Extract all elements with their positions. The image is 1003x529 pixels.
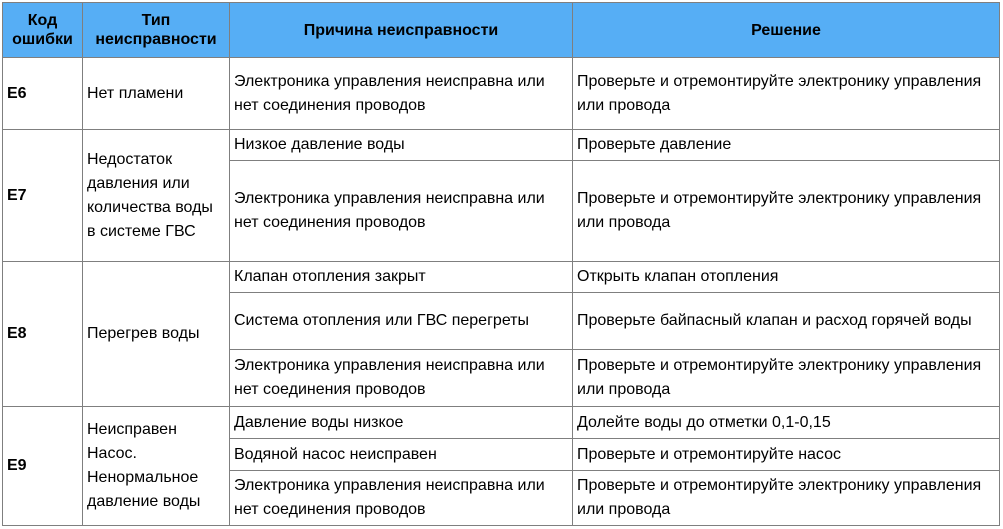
cause-cell: Электроника управления неисправна или нет соединения проводов xyxy=(230,58,573,130)
error-code-e9: E9 xyxy=(3,407,83,526)
solution-cell: Проверьте и отремонтируйте насос xyxy=(573,439,1000,471)
solution-cell: Проверьте и отремонтируйте электронику управления или провода xyxy=(573,471,1000,526)
table-row xyxy=(3,407,1000,439)
header-row xyxy=(3,3,1000,58)
error-code-e7: E7 xyxy=(3,130,83,262)
cause-cell: Клапан отопления закрыт xyxy=(230,262,573,293)
fault-type-e8: Перегрев воды xyxy=(83,262,230,407)
cause-cell: Водяной насос неисправен xyxy=(230,439,573,471)
table-row xyxy=(3,58,1000,130)
error-code-e6: E6 xyxy=(3,58,83,130)
solution-cell: Проверьте и отремонтируйте электронику управления или провода xyxy=(573,350,1000,407)
solution-cell: Долейте воды до отметки 0,1-0,15 xyxy=(573,407,1000,439)
cause-cell: Низкое давление воды xyxy=(230,130,573,161)
cause-cell: Давление воды низкое xyxy=(230,407,573,439)
error-code-e8: E8 xyxy=(3,262,83,407)
cause-cell: Электроника управления неисправна или нет соединения проводов xyxy=(230,350,573,407)
cause-cell: Электроника управления неисправна или нет соединения проводов xyxy=(230,161,573,262)
solution-cell: Проверьте и отремонтируйте электронику управления или провода xyxy=(573,161,1000,262)
cause-cell: Электроника управления неисправна или нет соединения проводов xyxy=(230,471,573,526)
fault-type-e9: Неисправен Насос. Ненормальное давление воды xyxy=(83,407,230,526)
fault-type-e7: Недостаток давления или количества воды в системе ГВС xyxy=(83,130,230,262)
header-cause: Причина неисправности xyxy=(230,3,573,58)
solution-cell: Проверьте давление xyxy=(573,130,1000,161)
fault-type-e6: Нет пламени xyxy=(83,58,230,130)
header-solution: Решение xyxy=(573,3,1000,58)
cause-cell: Система отопления или ГВС перегреты xyxy=(230,293,573,350)
header-type: Тип неисправности xyxy=(83,3,230,58)
table-row xyxy=(3,130,1000,161)
solution-cell: Проверьте байпасный клапан и расход горячей воды xyxy=(573,293,1000,350)
table-row xyxy=(3,262,1000,293)
header-code: Код ошибки xyxy=(3,3,83,58)
error-codes-table xyxy=(2,2,1000,526)
solution-cell: Открыть клапан отопления xyxy=(573,262,1000,293)
solution-cell: Проверьте и отремонтируйте электронику управления или провода xyxy=(573,58,1000,130)
